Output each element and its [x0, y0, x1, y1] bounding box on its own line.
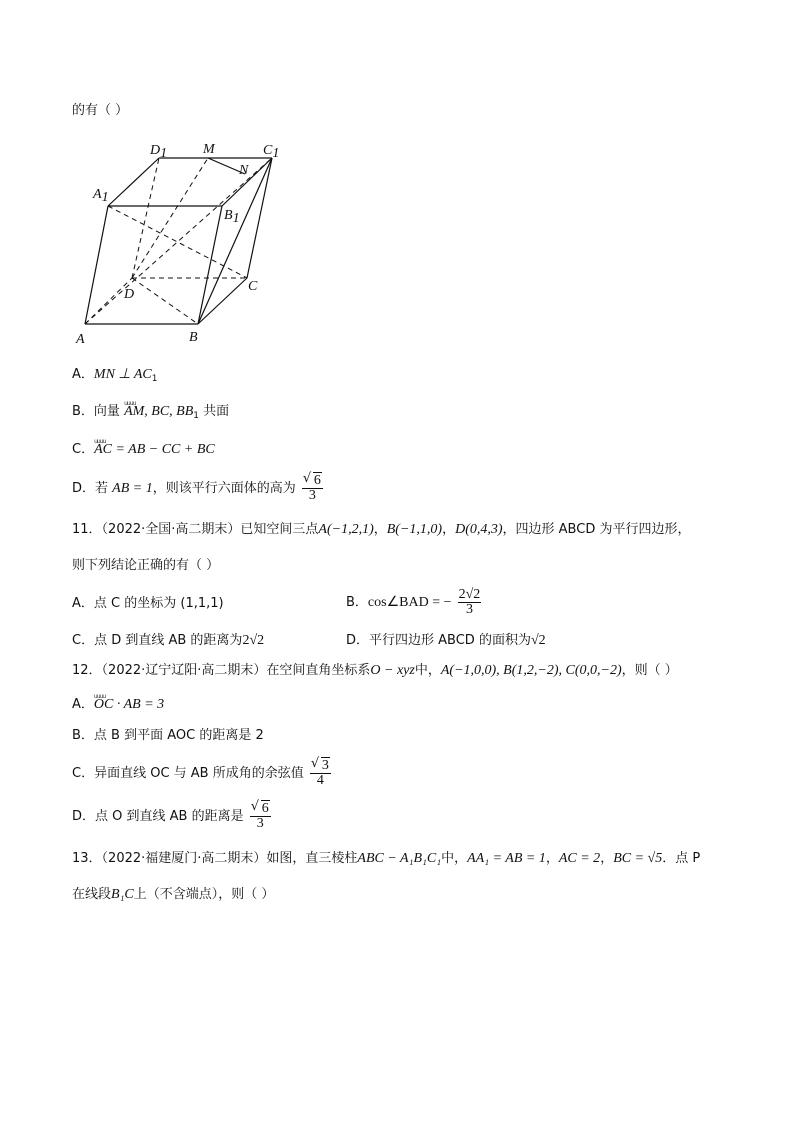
q12-option-c: C．异面直线 OC 与 AB 所成角的余弦值 √ $\frac{3}{4}$ — [72, 759, 333, 788]
q10-option-c: C．uuuu AC = AB − CC + BC — [72, 441, 215, 459]
q11-option-b: B．cos∠BAD = − $\frac{2√2}{3}$ — [346, 587, 481, 617]
label-D1: D1 — [150, 143, 168, 161]
q11-option-a: A．点 C 的坐标为 (1,1,1) — [72, 596, 224, 611]
q11-stem-line1: 11．（2022·全国·高二期末）已知空间三点A(−1,2,1)，B(−1,1,0)，D(0,4,3)，四边形 ABCD 为平行四边形， — [72, 522, 691, 537]
label-A: A — [76, 332, 85, 347]
label-M: M — [203, 142, 215, 157]
q10-option-d: D．若 AB = 1，则该平行六面体的高为 √ $\frac{6}{3}$ — [72, 474, 325, 503]
label-B1: B1 — [224, 208, 240, 226]
q13-stem-line2: 在线段B₁C上（不含端点），则（ ） — [72, 887, 275, 902]
label-C: C — [248, 279, 258, 294]
q12-stem: 12．（2022·辽宁辽阳·高二期末）在空间直角坐标系O − xyz中，A(−1,0,0), B(1,2,−2), C(0,0,−2)，则（ ） — [72, 663, 678, 678]
q13-stem-line1: 13．（2022·福建厦门·高二期末）如图，直三棱柱ABC − A₁B₁C₁中，AA₁ = AB = 1，AC = 2，BC = √5．点 P — [72, 851, 701, 866]
label-B: B — [189, 330, 198, 345]
label-A1: A1 — [93, 187, 109, 205]
label-D: D — [124, 287, 135, 302]
q11-option-c: C．点 D 到直线 AB 的距离为2√2 — [72, 633, 265, 648]
q11-option-d: D．平行四边形 ABCD 的面积为√2 — [346, 633, 546, 648]
intro-tail: 的有（ ） — [72, 103, 129, 118]
q12-option-a: A．uuuu OC · AB = 3 — [72, 696, 164, 714]
label-N: N — [239, 163, 249, 178]
q12-option-d: D．点 O 到直线 AB 的距离是 √ $\frac{6}{3}$ — [72, 802, 273, 831]
q11-stem-line2: 则下列结论正确的有（ ） — [72, 558, 220, 573]
q10-option-a: A．MN ⊥ $AC_1$ — [72, 367, 158, 384]
q10-option-b: B．向量 uuuu AM, BC, $BB_1$ 共面 — [72, 403, 229, 425]
q12-option-b: B．点 B 到平面 AOC 的距离是 2 — [72, 728, 264, 743]
parallelepiped-figure — [72, 138, 292, 353]
label-C1: C1 — [263, 143, 280, 161]
